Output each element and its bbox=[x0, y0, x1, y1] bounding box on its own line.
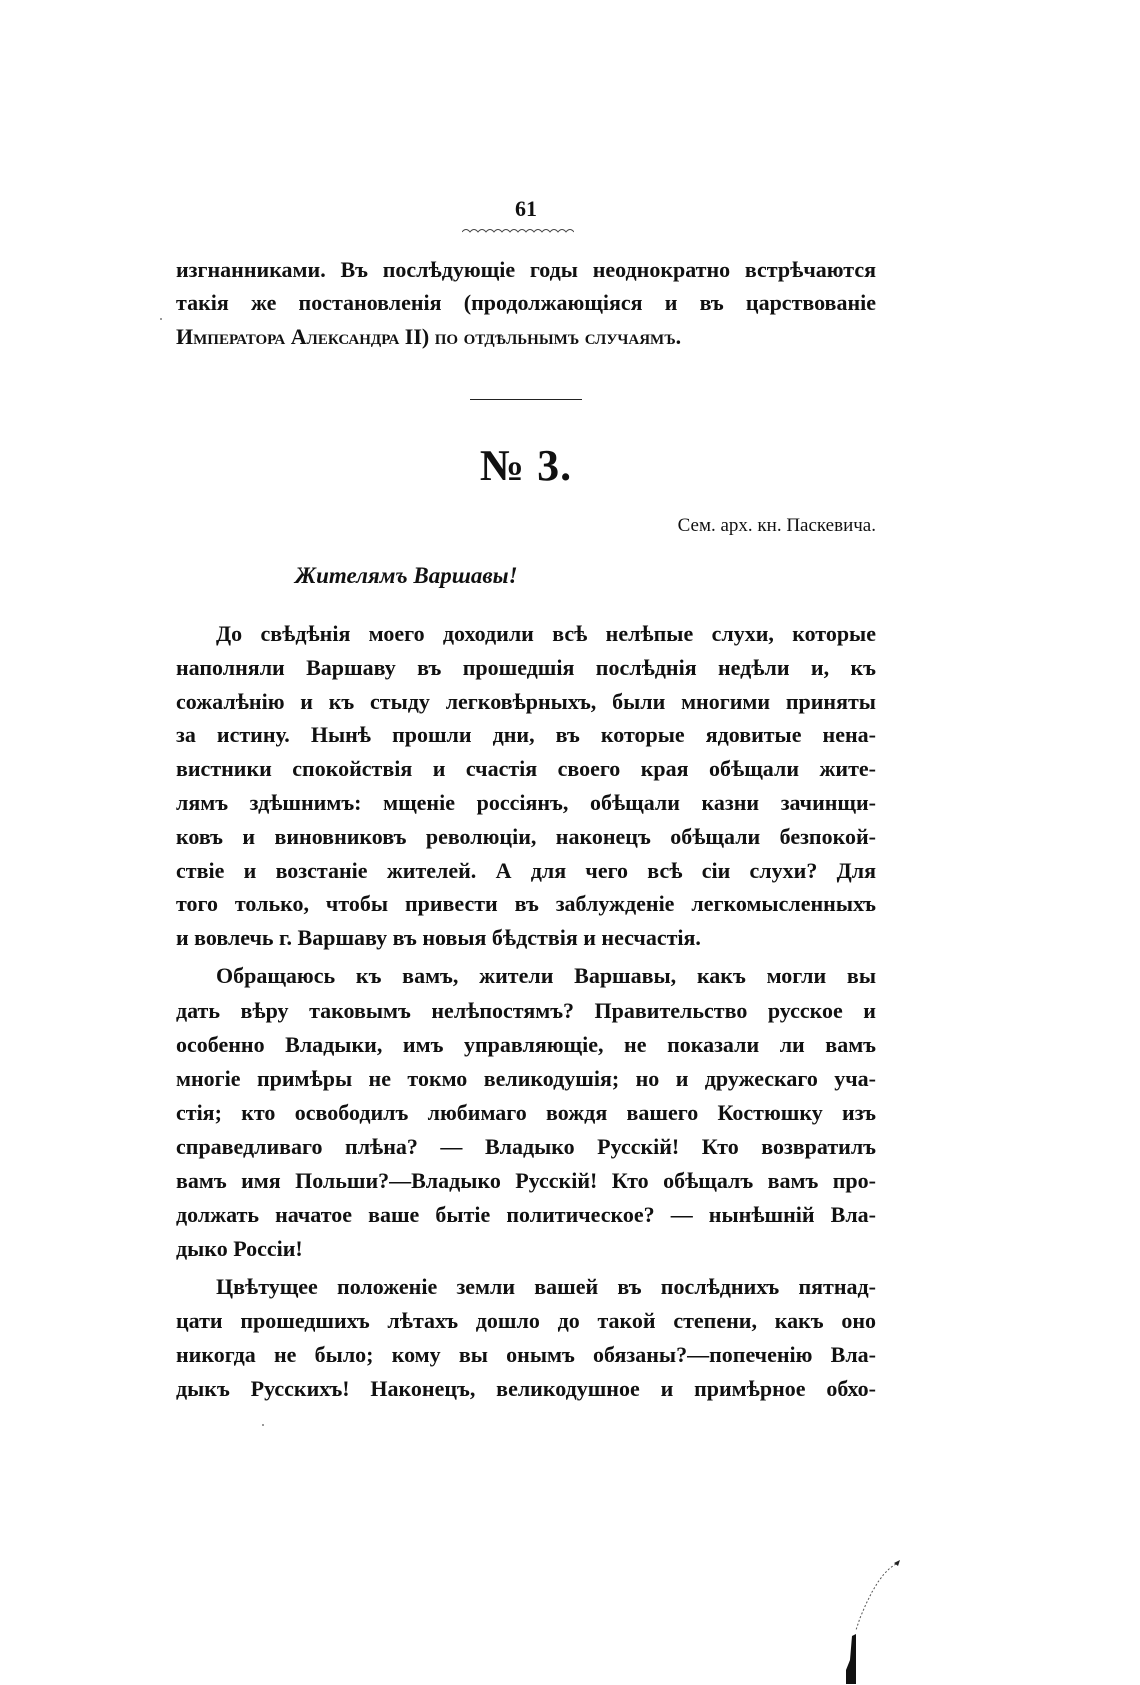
section-divider bbox=[470, 399, 582, 400]
body-line: того только, чтобы привести въ заблужденіе легкомысленныхъ bbox=[176, 891, 876, 916]
body-line: дать вѣру таковымъ нелѣпостямъ? Правительство русское и bbox=[176, 998, 876, 1023]
page-number: 61 bbox=[515, 196, 537, 221]
body-line: Цвѣтущее положеніе земли вашей въ послѣднихъ пятнад- bbox=[216, 1274, 876, 1299]
intro-line: изгнанниками. Въ послѣдующіе годы неоднократно встрѣчаются bbox=[176, 257, 876, 282]
body-line: дыкъ Русскихъ! Наконецъ, великодушное и примѣрное обхо- bbox=[176, 1376, 876, 1401]
body-line: Обращаюсь къ вамъ, жители Варшавы, какъ могли вы bbox=[216, 963, 876, 988]
intro-line: Императора Александра II) по отдѣльнымъ случаямъ. bbox=[176, 324, 682, 349]
margin-ink-mark bbox=[844, 1560, 904, 1685]
body-line: дыко Россіи! bbox=[176, 1236, 303, 1261]
page-number-ornament bbox=[462, 226, 574, 234]
body-line: никогда не было; кому вы онымъ обязаны?—попеченію Вла- bbox=[176, 1342, 876, 1367]
body-line: за истину. Нынѣ прошли дни, въ которые ядовитые нена- bbox=[176, 722, 876, 747]
body-line: До свѣдѣнія моего доходили всѣ нелѣпые слухи, которые bbox=[216, 621, 876, 646]
body-line: сожалѣнію и къ стыду легковѣрныхъ, были многими приняты bbox=[176, 689, 876, 714]
body-line: должать начатое ваше бытіе политическое? — нынѣшній Вла- bbox=[176, 1202, 876, 1227]
body-line: вистники спокойствія и счастія своего края обѣщали жите- bbox=[176, 756, 876, 781]
body-line: ствіе и возстаніе жителей. А для чего всѣ сіи слухи? Для bbox=[176, 858, 876, 883]
salutation: Жителямъ Варшавы! bbox=[295, 563, 518, 588]
body-line: справедливаго плѣна? — Владыко Русскій! Кто возвратилъ bbox=[176, 1134, 876, 1159]
body-line: и вовлечь г. Варшаву въ новыя бѣдствія и несчастія. bbox=[176, 925, 701, 950]
intro-line: такія же постановленія (продолжающіяся и въ царствованіе bbox=[176, 290, 876, 315]
body-line: цати прошедшихъ лѣтахъ дошло до такой степени, какъ оно bbox=[176, 1308, 876, 1333]
body-line: многіе примѣры не токмо великодушія; но и дружескаго уча- bbox=[176, 1066, 876, 1091]
body-line: ковъ и виновниковъ революціи, наконецъ обѣщали безпокой- bbox=[176, 824, 876, 849]
archive-source: Сем. арх. кн. Паскевича. bbox=[677, 515, 876, 536]
scan-speck bbox=[160, 318, 162, 320]
body-line: особенно Владыки, имъ управляющіе, не показали ли вамъ bbox=[176, 1032, 876, 1057]
document-number: № 3. bbox=[479, 441, 573, 490]
body-line: стія; кто освободилъ любимаго вождя вашего Костюшку изъ bbox=[176, 1100, 876, 1125]
body-line: наполняли Варшаву въ прошедшія послѣднія недѣли и, къ bbox=[176, 655, 876, 680]
scan-speck bbox=[262, 1424, 264, 1426]
body-line: лямъ здѣшнимъ: мщеніе россіянъ, обѣщали казни зачинщи- bbox=[176, 790, 876, 815]
body-line: вамъ имя Польши?—Владыко Русскій! Кто обѣщалъ вамъ про- bbox=[176, 1168, 876, 1193]
